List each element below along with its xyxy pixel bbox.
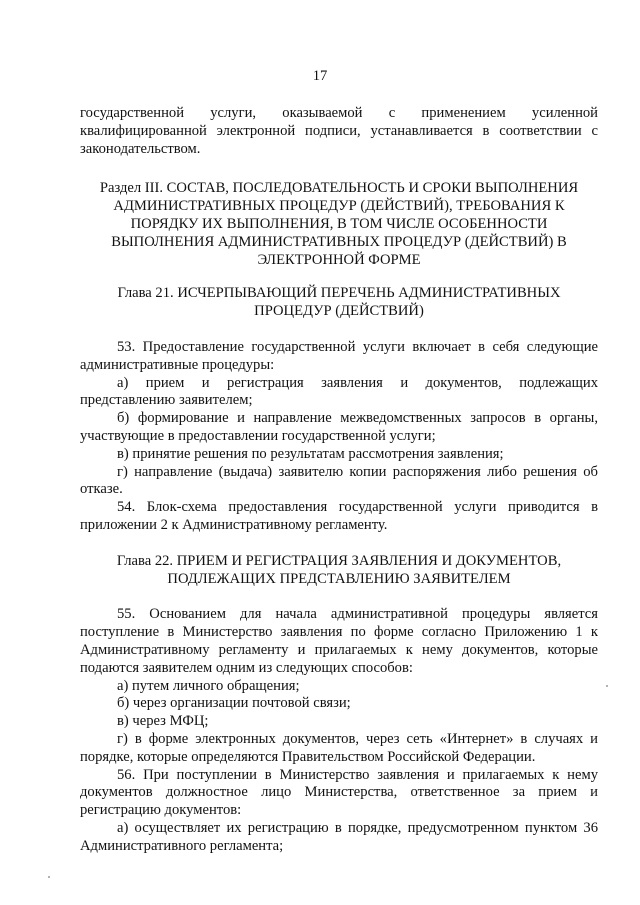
scan-speck (48, 876, 50, 878)
scan-speck (606, 685, 608, 687)
chapter-21-heading: Глава 21. ИСЧЕРПЫВАЮЩИЙ ПЕРЕЧЕНЬ АДМИНИСТРАТИВНЫХ ПРОЦЕДУР (ДЕЙСТВИЙ) (117, 285, 561, 320)
paragraph-53: 53. Предоставление государственной услуги включает в себя следующие административные процедуры: (80, 338, 598, 373)
paragraph-54: 54. Блок-схема предоставления государственной услуги приводится в приложении 2 к Административному регламенту. (80, 499, 598, 533)
paragraph-56-a: а) осуществляет их регистрацию в порядке, предусмотренном пунктом 36 Административного регламента; (80, 819, 598, 854)
paragraph-53-a: а) прием и регистрация заявления и документов, подлежащих представлению заявителем; (80, 374, 598, 409)
paragraph-55-b: б) через организации почтовой связи; (117, 695, 351, 712)
section-heading: Раздел III. СОСТАВ, ПОСЛЕДОВАТЕЛЬНОСТЬ И СРОКИ ВЫПОЛНЕНИЯ АДМИНИСТРАТИВНЫХ ПРОЦЕДУР (ДЕЙСТВИЙ), ТРЕБОВАНИЯ К ПОРЯДКУ ИХ ВЫПОЛНЕНИЯ, В ТОМ ЧИСЛЕ ОСОБЕННОСТИ ВЫПОЛНЕНИЯ АДМИНИСТРАТИВНЫХ ПРОЦЕДУР (ДЕЙСТВИЙ) В ЭЛЕКТРОННОЙ ФОРМЕ (99, 180, 579, 268)
intro-paragraph: государственной услуги, оказываемой с применением усиленной квалифицированной электронной подписи, устанавливается в соответствии с законодательством. (80, 105, 598, 157)
paragraph-53-b: б) формирование и направление межведомственных запросов в органы, участвующие в предоставлении государственной услуги; (80, 410, 598, 444)
paragraph-53-d: г) направление (выдача) заявителю копии распоряжения либо решения об отказе. (80, 463, 598, 498)
paragraph-53-c: в) принятие решения по результатам рассмотрения заявления; (117, 445, 504, 462)
paragraph-55-d: г) в форме электронных документов, через сеть «Интернет» в случаях и порядке, которые определяются Правительством Российской Федерации. (80, 730, 598, 765)
page-content (80, 105, 598, 855)
paragraph-55-c: в) через МФЦ; (117, 713, 209, 730)
paragraph-55-a: а) путем личного обращения; (117, 677, 300, 694)
chapter-22-heading: Глава 22. ПРИЕМ И РЕГИСТРАЦИЯ ЗАЯВЛЕНИЯ И ДОКУМЕНТОВ, ПОДЛЕЖАЩИХ ПРЕДСТАВЛЕНИЮ ЗАЯВИТЕЛЕМ (116, 552, 562, 587)
paragraph-56: 56. При поступлении в Министерство заявления и прилагаемых к нему документов должностное лицо Министерства, ответственное за прием и регистрацию документов: (80, 766, 598, 819)
page-number: 17 (312, 68, 328, 84)
paragraph-55: 55. Основанием для начала административной процедуры является поступление в Министерство заявления по форме согласно Приложению 1 к Административному регламенту и прилагаемых к нему документов, которые подаются заявителем одним из следующих способов: (80, 606, 598, 676)
